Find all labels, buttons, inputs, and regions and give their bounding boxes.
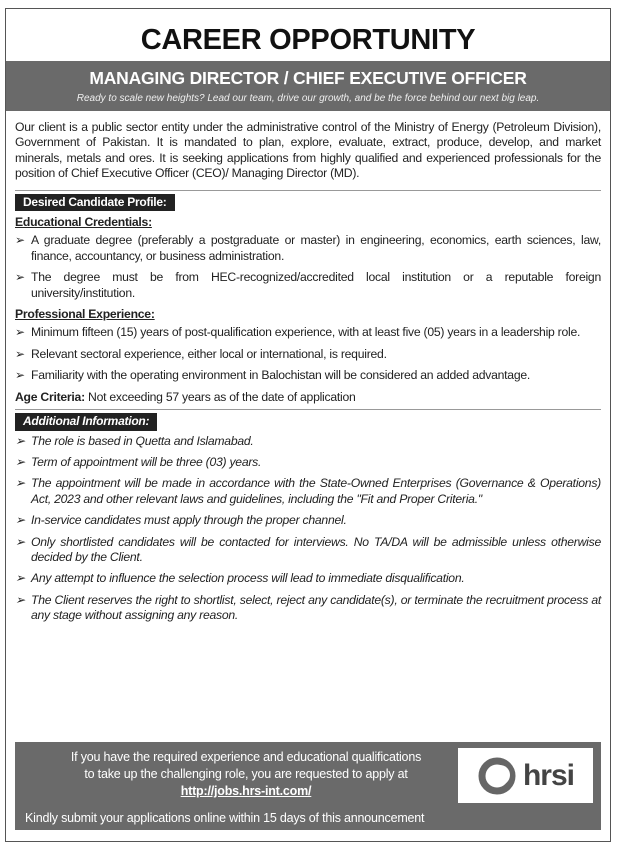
experience-list (15, 325, 601, 383)
education-list (15, 233, 601, 301)
apply-line-2: to take up the challenging role, you are requested to apply at (84, 767, 408, 781)
arrow-bullet-icon: ➢ (15, 571, 25, 586)
divider (15, 409, 601, 410)
list-item (15, 571, 601, 586)
divider (15, 190, 601, 191)
hrsi-logo (458, 748, 593, 803)
arrow-bullet-icon: ➢ (15, 592, 25, 607)
list-item-text: The role is based in Quetta and Islamabad. (31, 433, 254, 448)
role-title: MANAGING DIRECTOR / CHIEF EXECUTIVE OFFICER (89, 68, 527, 88)
arrow-bullet-icon: ➢ (15, 534, 25, 549)
list-item-text: The degree must be from HEC-recognized/accredited local institution or a reputable foreign university/institution. (31, 270, 601, 300)
arrow-bullet-icon: ➢ (15, 454, 25, 469)
tagline: Ready to scale new heights? Lead our team, drive our growth, and be the force behind our next big leap. (76, 93, 540, 104)
arrow-bullet-icon: ➢ (15, 433, 25, 448)
apply-box (15, 742, 601, 830)
list-item (15, 233, 601, 264)
list-item (15, 513, 601, 528)
list-item-text: Minimum fifteen (15) years of post-qualification experience, with at least five (05) years in a leadership role. (31, 325, 581, 340)
list-item (15, 535, 601, 566)
section-label-additional: Additional Information: (15, 413, 157, 430)
age-criteria (15, 390, 601, 405)
deadline-text: Kindly submit your applications online within 15 days of this announcement (25, 811, 425, 825)
list-item-text: The appointment will be made in accordance with the State-Owned Enterprises (Governance & Operations) Act, 2023 and other relevant laws and guidelines, including the "Fit and Proper Criteria." (31, 476, 601, 506)
arrow-bullet-icon: ➢ (15, 368, 25, 383)
list-item (15, 455, 601, 470)
list-item-text: Only shortlisted candidates will be contacted for interviews. No TA/DA will be admissible unless otherwise decided by the Client. (31, 534, 601, 564)
list-item-text: Familiarity with the operating environment in Balochistan will be considered an added advantage. (31, 368, 531, 383)
arrow-bullet-icon: ➢ (15, 233, 25, 248)
job-advertisement (5, 8, 611, 842)
education-heading: Educational Credentials: (15, 215, 152, 230)
list-item (15, 434, 601, 449)
experience-heading: Professional Experience: (15, 307, 155, 322)
list-item-text: In-service candidates must apply through the proper channel. (31, 513, 347, 528)
list-item (15, 476, 601, 507)
arrow-bullet-icon: ➢ (15, 513, 25, 528)
additional-list (15, 434, 601, 624)
list-item-text: Any attempt to influence the selection process will lead to immediate disqualification. (31, 571, 465, 586)
list-item (15, 368, 601, 383)
logo-text: hrsi (522, 758, 575, 792)
apply-link[interactable]: http://jobs.hrs-int.com/ (180, 784, 312, 798)
apply-line-1: If you have the required experience and educational qualifications (70, 750, 422, 764)
role-banner (6, 61, 610, 111)
age-value: Not exceeding 57 years as of the date of application (84, 389, 356, 404)
list-item (15, 593, 601, 624)
arrow-bullet-icon: ➢ (15, 270, 25, 285)
arrow-bullet-icon: ➢ (15, 346, 25, 361)
list-item-text: Relevant sectoral experience, either local or international, is required. (31, 346, 387, 361)
ring-logo-icon (477, 756, 517, 796)
list-item-text: The Client reserves the right to shortlist, select, reject any candidate(s), or terminate the recruitment process at any stage without assigning any reason. (31, 592, 601, 623)
list-item (15, 270, 601, 301)
list-item-text: A graduate degree (preferably a postgraduate or master) in engineering, economics, earth sciences, law, finance, accountancy, or business administration. (31, 233, 601, 263)
page-title: CAREER OPPORTUNITY (140, 24, 476, 56)
list-item (15, 325, 601, 340)
arrow-bullet-icon: ➢ (15, 325, 25, 340)
arrow-bullet-icon: ➢ (15, 476, 25, 491)
list-item (15, 347, 601, 362)
intro-paragraph: Our client is a public sector entity under the administrative control of the Ministry of Energy (Petroleum Division), Government of Pakistan. It is mandated to plan, explore, evaluate, extract, produce, develop, and market minerals, metals and ores. It is seeking applications from highly qualified and experienced professionals for the position of Chief Executive Officer (CEO)/ Managing Director (MD). (15, 120, 601, 181)
list-item-text: Term of appointment will be three (03) years. (31, 454, 262, 469)
section-label-profile: Desired Candidate Profile: (15, 194, 175, 211)
age-label: Age Criteria: (15, 389, 85, 404)
